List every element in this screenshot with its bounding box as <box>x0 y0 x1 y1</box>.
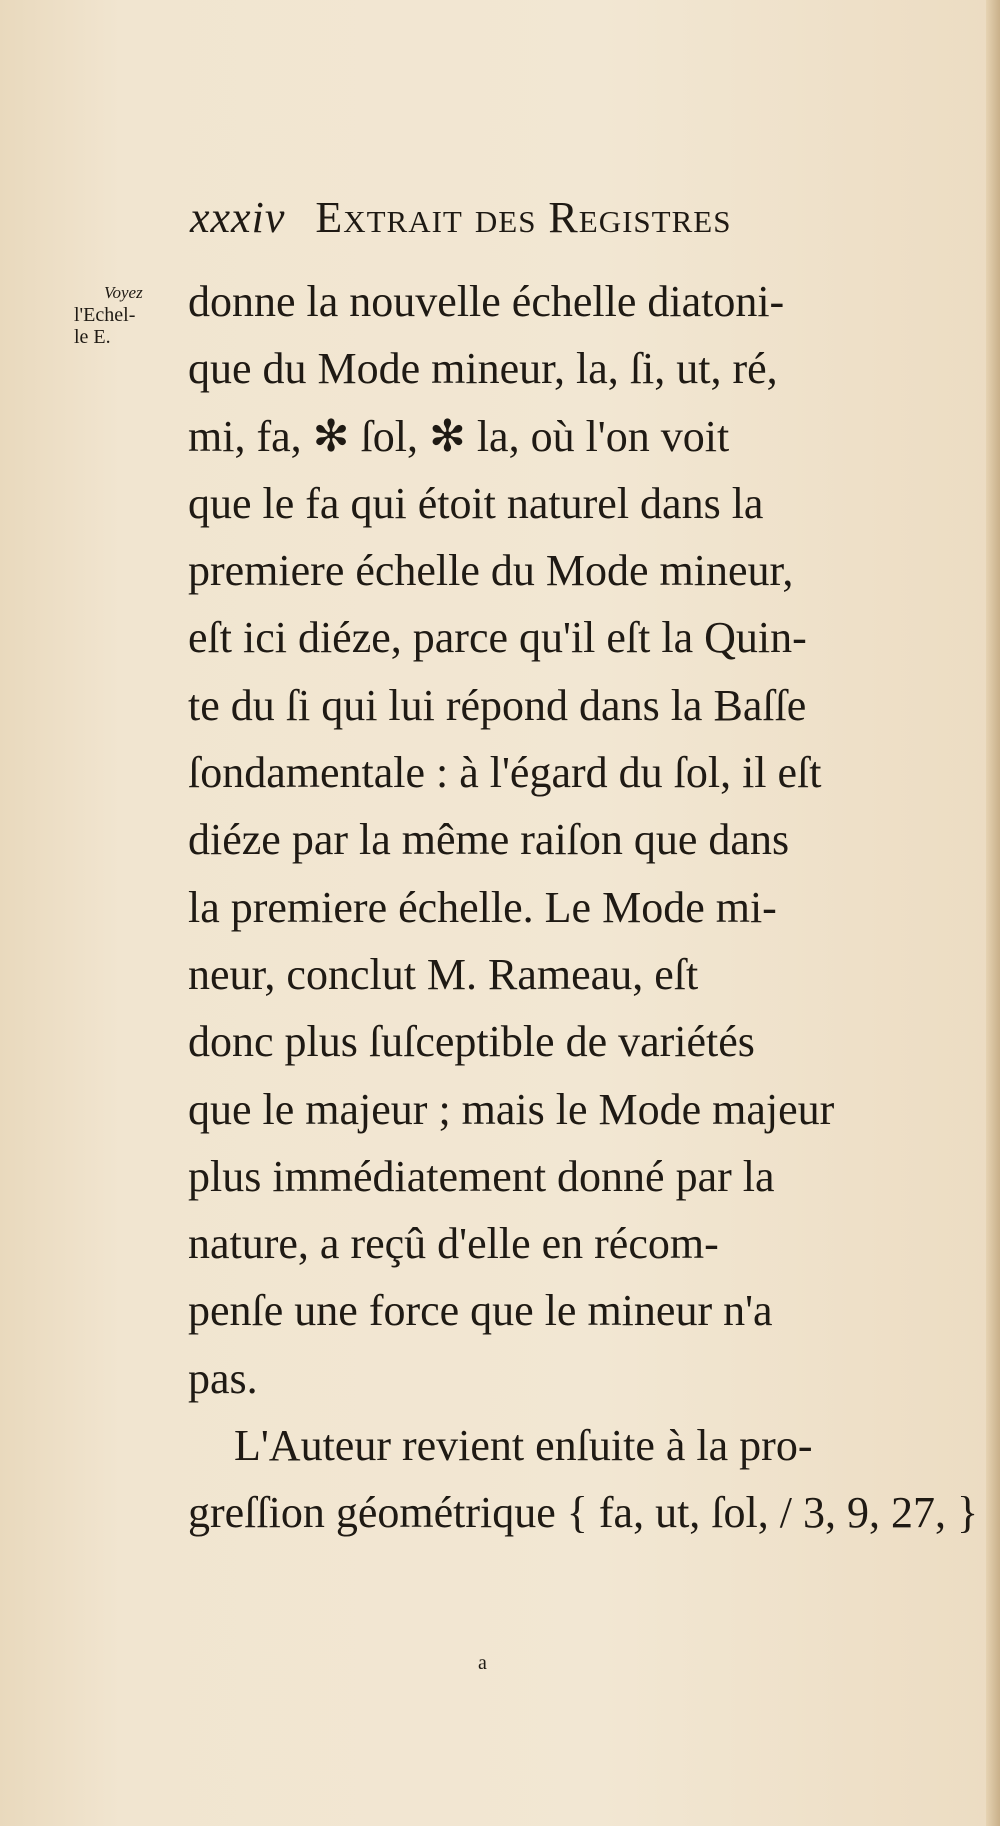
running-title: Extrait des Registres <box>315 193 732 242</box>
text-line: la premiere échelle. Le Mode mi- <box>188 882 777 932</box>
running-header <box>190 192 890 243</box>
text-line: que le majeur ; mais le Mode majeur <box>188 1084 835 1134</box>
text-line: nature, a reçû d'elle en récom- <box>188 1219 719 1269</box>
text-line: premiere échelle du Mode mineur, <box>188 546 794 596</box>
catchword: a <box>478 1652 487 1674</box>
text-line: donc plus ſuſceptible de variétés <box>188 1017 755 1067</box>
margin-note-line: Voyez <box>104 283 143 302</box>
text-line: diéze par la même raiſon que dans <box>188 815 790 865</box>
page-number: xxxiv <box>190 193 286 242</box>
text-line: te du ſi qui lui répond dans la Baſſe <box>188 680 807 730</box>
text-line: plus immédiatement donné par la <box>188 1151 775 1201</box>
text-line: pas. <box>188 1353 258 1403</box>
margin-note <box>74 282 184 348</box>
body-text <box>188 268 979 1547</box>
text-line: greſſion géométrique { fa, ut, ſol, / 3, 9, 27, } <box>188 1488 979 1538</box>
page-spine-edge <box>986 0 1000 1826</box>
text-line: neur, conclut M. Rameau, eſt <box>188 949 699 999</box>
text-line: donne la nouvelle échelle diatoni- <box>188 277 785 326</box>
margin-note-line: le E. <box>74 326 111 348</box>
margin-note-line: l'Echel- <box>74 304 136 326</box>
text-line: ſondamentale : à l'égard du ſol, il eſt <box>188 748 822 798</box>
text-line: eſt ici diéze, parce qu'il eſt la Quin- <box>188 613 807 663</box>
text-line: mi, fa, ✻ ſol, ✻ la, où l'on voit <box>188 411 730 461</box>
text-line: L'Auteur revient enſuite à la pro- <box>234 1421 813 1471</box>
text-line: penſe une force que le mineur n'a <box>188 1286 773 1336</box>
text-line: que du Mode mineur, la, ſi, ut, ré, <box>188 344 778 394</box>
text-line: que le fa qui étoit naturel dans la <box>188 478 764 528</box>
